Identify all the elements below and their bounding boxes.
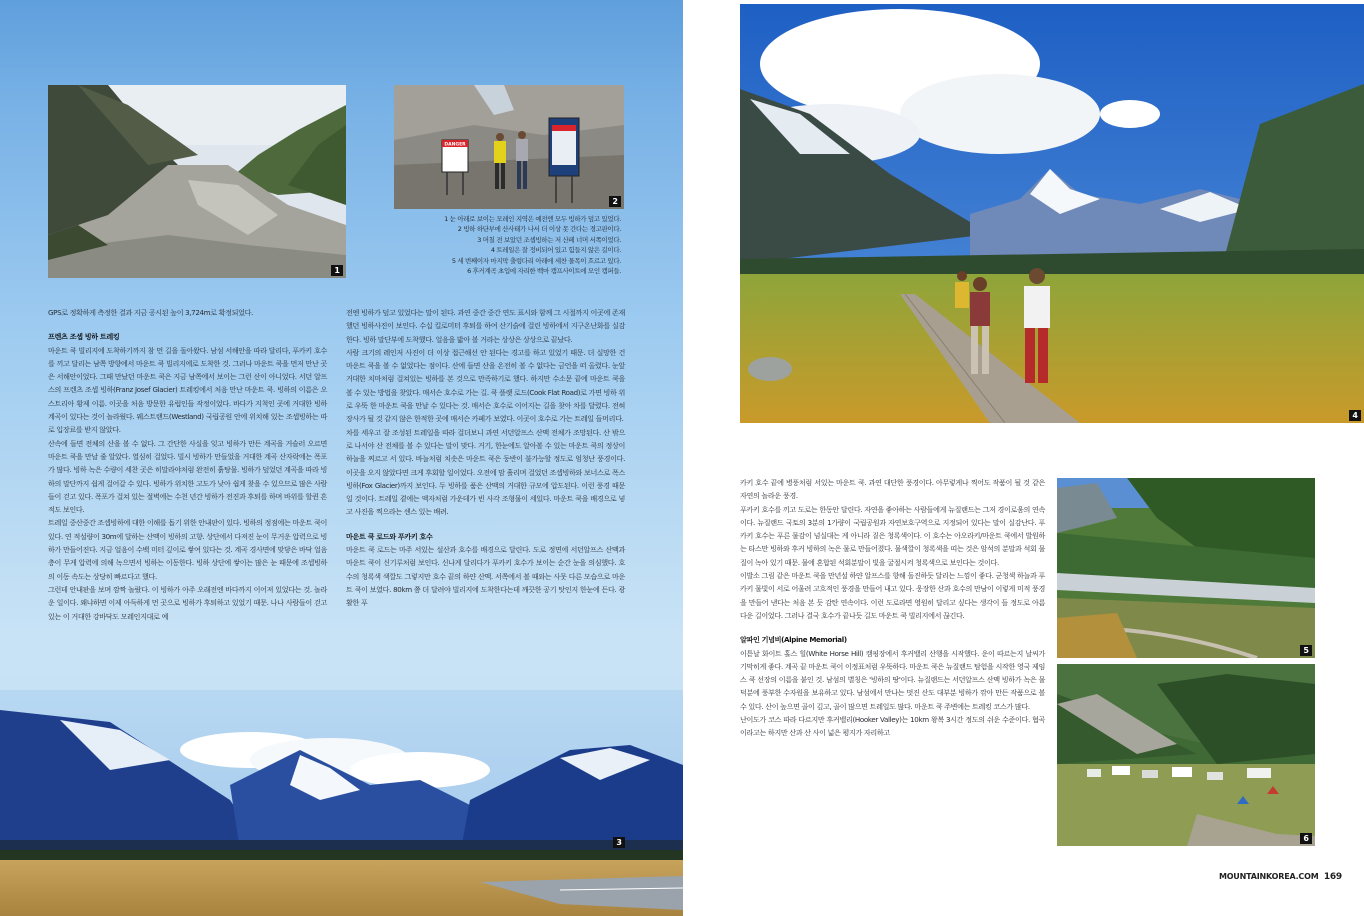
paragraph: 난이도가 코스 따라 다르지만 후커밸리(Hooker Valley)는 10km 왕복 3시간 정도의 쉬운 수준이다. 협곡이라고는 하지만 산과 산 사이 넓은 평지가 자리하고: [740, 715, 1045, 738]
photo-number-6: 6: [1300, 833, 1312, 844]
caption-line: 4 트레일은 잘 정비되어 있고 힘들지 않은 길이다.: [490, 246, 621, 255]
paragraph: 트레일 중산중간 조셉빙하에 대한 이해를 돕기 위한 안내판이 있다. 빙하의 정점에는 마운트 쿡이 있다. 연 적설량이 30m에 달하는 산맥이 빙하의 고향. 상단에서 다져진 눈이 무거운 압력으로 빙하가 만들어진다. 지금 얼음이 수백 미터 깊이로 쌓여 있다는 것. 계곡 경사면에 맞닿은 바닥 얼음층이 무게 압력에 의해 녹으면서 빙하는 이동한다. 빙하 상단에 쌓이는 많은 눈 때문에 조셉빙하의 이동 속도는 상당히 빠르다고 했다.: [48, 518, 327, 581]
caption-line: 1 눈 아래로 보이는 모레인 지역은 예전엔 모두 빙하가 덮고 있었다.: [444, 215, 621, 223]
photo-mountain-road-panorama: [0, 690, 683, 916]
photo-number-2: 2: [609, 196, 621, 207]
paragraph: 마운트 쿡 로드는 마주 서있는 설산과 호수를 배경으로 달린다. 도로 정면에 서던알프스 산맥과 마운트 쿡이 신기루처럼 보인다. 신나게 달리다가 푸카키 호수가 보이는 순간 눈을 의심했다. 호수의 청록색 색깔도 그렇지만 호수 끝의 하얀 산맥. 서쪽에서 볼 때와는 사뭇 다른 모습으로 마운트 쿡이 보였다. 80km 쯤 더 달려야 빌리지에 도착한다는데 깨끗한 공기 탓인지 한눈에 든다. 광활한 푸: [346, 545, 625, 608]
caption-line: 3 머칠 전 보았던 조셉빙하는 저 산페 너머 서쪽이었다.: [477, 235, 621, 244]
photo-number-1: 1: [331, 265, 343, 276]
page-number: 169: [1323, 872, 1342, 882]
paragraph: 마운트 쿡 빌리지에 도착하기까지 참 먼 길을 돌아왔다. 남섬 서해안을 따라 달리다, 푸카키 호수를 끼고 달리는 남쪽 방향에서 마운트 쿡 빌리지에로 도착한 것. 그러나 마운트 쿡을 먼저 만난 곳은 서해안이었다. 그때 만났던 마운트 쿡은 지금 남쪽에서 보이는 그런 산이 아니었다. 서던 알프스의 프렌츠 조셉 빙하(Franz Josef Glacier) 트레킹에서 처음 만난 마운트 쿡. 빙하의 이름은 오스트리아 황제 이름. 이곳을 처음 방문한 유럽인들 작정이었다. 바다가 지척인 곳에 거대한 빙하 계곡이 있다는 것이 놀라웠다. 웨스트랜드(Westland) 국립공원 안에 위치해 있는 조셉빙하는 따로 입장료를 받지 않았다.: [48, 345, 327, 435]
caption-line: 2 빙하 하단부에 산사태가 나서 더 이상 못 간다는 경고판이다.: [457, 225, 621, 234]
photo-number-4: 4: [1349, 410, 1361, 421]
paragraph: 카키 호수 끝에 병풍처럼 서있는 마운트 쿡. 과연 대단한 풍경이다. 아무렇게나 찍어도 작품이 될 것 같은 자연의 놀라운 풍경.: [740, 478, 1045, 501]
section-heading: 알파인 기념비(Alpine Memorial): [740, 635, 847, 645]
photo-number-5: 5: [1300, 645, 1312, 656]
folio-site: MOUNTAINKOREA.COM: [1218, 872, 1319, 881]
photo-campsite: [1057, 664, 1315, 846]
photo-glacier-valley: [48, 85, 346, 278]
paragraph: 산속에 들면 전체의 산을 볼 수 없다. 그 간단한 사실을 잊고 빙하가 만든 계곡을 거슬러 오르면 마운트 쿡을 만날 줄 알았다. 열심히 걸었다. 빌시 빙하가 만들었을 거대한 계곡 산자락에는 폭포가 많다. 빙하 녹은 수량이 세찬 곳은 히말라야처럼 완전히 흙탕물. 빙하가 덮었던 계곡을 따라 빙하의 말단까지 쉽게 걸어갈 수 있다. 빙하가 위치한 고도가 낮아 쉽게 찾을 수 있으므로 많은 사람들이 걷고 있다. 폭포가 걸쳐 있는 절벽에는 수천 년간 빙하가 전진과 후퇴를 하며 바위를 할퀸 흔적도 보인다.: [48, 438, 327, 515]
caption-line: 6 후커계곡 초입에 자리한 백마 캠프사이트에 모인 캠퍼들.: [467, 267, 621, 276]
paragraph: 이발소 그림 같은 마운트 쿡을 만년설 하얀 알프스를 향해 돌진하듯 달리는 느낌이 좋다. 군청색 하늘과 푸카키 물빛이 서로 어울려 고흐적인 풍경을 만들어 내고 있다. 웅장한 산과 호수의 만남이 이렇게 미적 풍경을 만들어 낸다는 처음 본 듯 감탄 연속이다. 이런 도로라면 영원히 달리고 싶다는 생각이 들 정도로 아름다운 길이었다. 그러나 결국 호수가 끝나듯 길도 마운트 쿡 빌리지에서 끊긴다.: [740, 571, 1045, 620]
paragraph: 차를 세우고 잘 조성된 트레일을 따라 걸더보니 과연 서던알프스 산맥 전체가 조망된다. 산 밖으로 나서야 산 전체를 볼 수 있다는 말이 맞다. 거기, 한눈에도 알아볼 수 있는 마운트 쿡의 정상이 하늘을 찌르고 서 있다. 바늘처럼 치솟은 마운트 쿡은 둥반이 불가능할 정도로 엄청난 풍경이다. 이곳을 오지 않았다면 크게 후회할 일이었다. 오전에 맘 흘리며 걸었던 조셉빙하와 보너스로 폭스빙하(Fox Glacier)까지 보인다. 두 빙하를 품은 산맥의 거대한 규모에 압도된다. 이런 풍경 때문일 것이다. 트레일 곁에는 액자처럼 가운데가 빈 사각 조형물이 세있다. 마운트 쿡을 배경으로 넣고 사진을 찍으라는 센스 있는 배려.: [346, 427, 625, 517]
article-column-2: [346, 306, 625, 610]
caption-line: 5 세 번째이자 마지막 출렁다리 아래에 세찬 물목이 흐르고 있다.: [451, 256, 621, 265]
photo-captions: [395, 214, 621, 276]
danger-sign-text: DANGER: [444, 142, 466, 148]
page-folio: [1219, 872, 1342, 882]
photo-warning-signs: [394, 85, 624, 209]
article-column-1: [48, 306, 327, 623]
paragraph: 전엔 빙하가 덮고 있었다는 말이 된다. 과연 중간 중간 연도 표시와 함께 그 시절까지 이곳에 존재했던 빙하사진이 보인다. 수십 킬로미터 후퇴를 하여 산기슭에 걸린 빙하에서 지구온난화를 실감한다. 빙하 말단부에 도착했다. 얼음을 밟아 볼 거라는 상상은 상상으로 끝났다.: [346, 308, 625, 344]
article-column-3: [740, 476, 1045, 740]
paragraph: GPS로 정확하게 측정한 결과 지금 공시된 높이 3,724m로 확정되었다.: [48, 308, 254, 317]
right-page: [683, 0, 1364, 916]
section-heading: 마운트 쿡 로드와 푸카키 호수: [346, 531, 433, 541]
paragraph: 이튿날 화이트 홀스 힐(White Horse Hill) 캠핑장에서 후커밸리 산행을 시작했다. 운이 따르는지 날씨가 기막히게 좋다. 계곡 끝 마운트 쿡이 이정표처럼 우뚝하다. 마운트 쿡은 뉴질랜드 탐험을 시작한 영국 제임스 쿡 선장의 이름을 붙인 것. 남섬의 별칭은 '빙하의 땅'이다. 뉴질랜드는 서던알프스 산맥 빙하가 녹은 물 덕분에 풍부한 수자원을 보유하고 있다. 남섬에서 만나는 멋진 산도 대부분 빙하가 깎아 만든 작품으로 볼 수 있다. 산이 높으면 골이 깊고, 골이 많으면 트레일도 많다. 마운트 쿡 주변에는 트레킹 코스가 많다.: [740, 648, 1045, 711]
section-heading: 프렌츠 조셉 빙하 트레킹: [48, 332, 120, 342]
paragraph: 사람 크기의 레인저 사진이 더 이상 접근해선 안 된다는 경고를 하고 있었기 때문. 더 실망한 건 마운트 쿡을 볼 수 없었다는 점이다. 산에 들면 산을 온전히 볼 수 없다는 금언을 떠 올렸다. 눈앞 거대한 치마처럼 걸쳐있는 빙하를 본 것으로 만족하기로 했다. 하지만 수소문 끝에 마운트 쿡을 볼 수 있는 방법을 찾았다. 매서슨 호수로 가는 길. 쿡 플랫 로드(Cook Flat Road)로 가면 빙하 위로 우뚝 한 마운트 쿡을 만날 수 있다는 것. 매서슨 호수로 이어지는 길을 찾아 차를 달렸다. 전혀 장사가 될 것 같지 않은 한적한 곳에 매서슨 카페가 보였다. 이곳이 호수로 가는 트레일 들머리다.: [346, 347, 625, 424]
paragraph: 그런데 안내판을 보며 깜짝 놀랐다. 이 빙하가 아주 오래전엔 바다까지 이어져 있었다는 것. 놀라운 일이다. 왜냐하면 이제 아득하게 먼 곳으로 빙하가 후퇴하고 있었기 때문. 나나 사람들이 걷고 있는 이 거대한 강바닥도 모레인지대로 예: [48, 584, 327, 621]
photo-number-3: 3: [613, 837, 625, 848]
photo-boardwalk-hikers: [740, 4, 1364, 423]
photo-river-bridge: [1057, 478, 1315, 658]
paragraph: 푸카키 호수를 끼고 도로는 한동안 달린다. 자연을 좋아하는 사람들에게 뉴질랜드는 그저 경이로움의 연속이다. 뉴질랜드 국토의 3분의 1가량이 국립공원과 자연보호구역으로 지정되어 있다는 말이 실감난다. 푸카키 호수는 푸른 물감이 넘실대는 게 아니라 짙은 청록색이다. 이 호수는 아오라키/마운트 쿡에서 발원하는 타스만 빙하와 후커 빙하의 녹은 물로 만들어졌다. 물색깔이 청록색을 띠는 것은 암석의 분말과 석회 물질이 녹아 있기 때문. 물에 혼합된 석회분말이 빛을 굴절시켜 청록색으로 보인다는 것이다.: [740, 504, 1045, 567]
